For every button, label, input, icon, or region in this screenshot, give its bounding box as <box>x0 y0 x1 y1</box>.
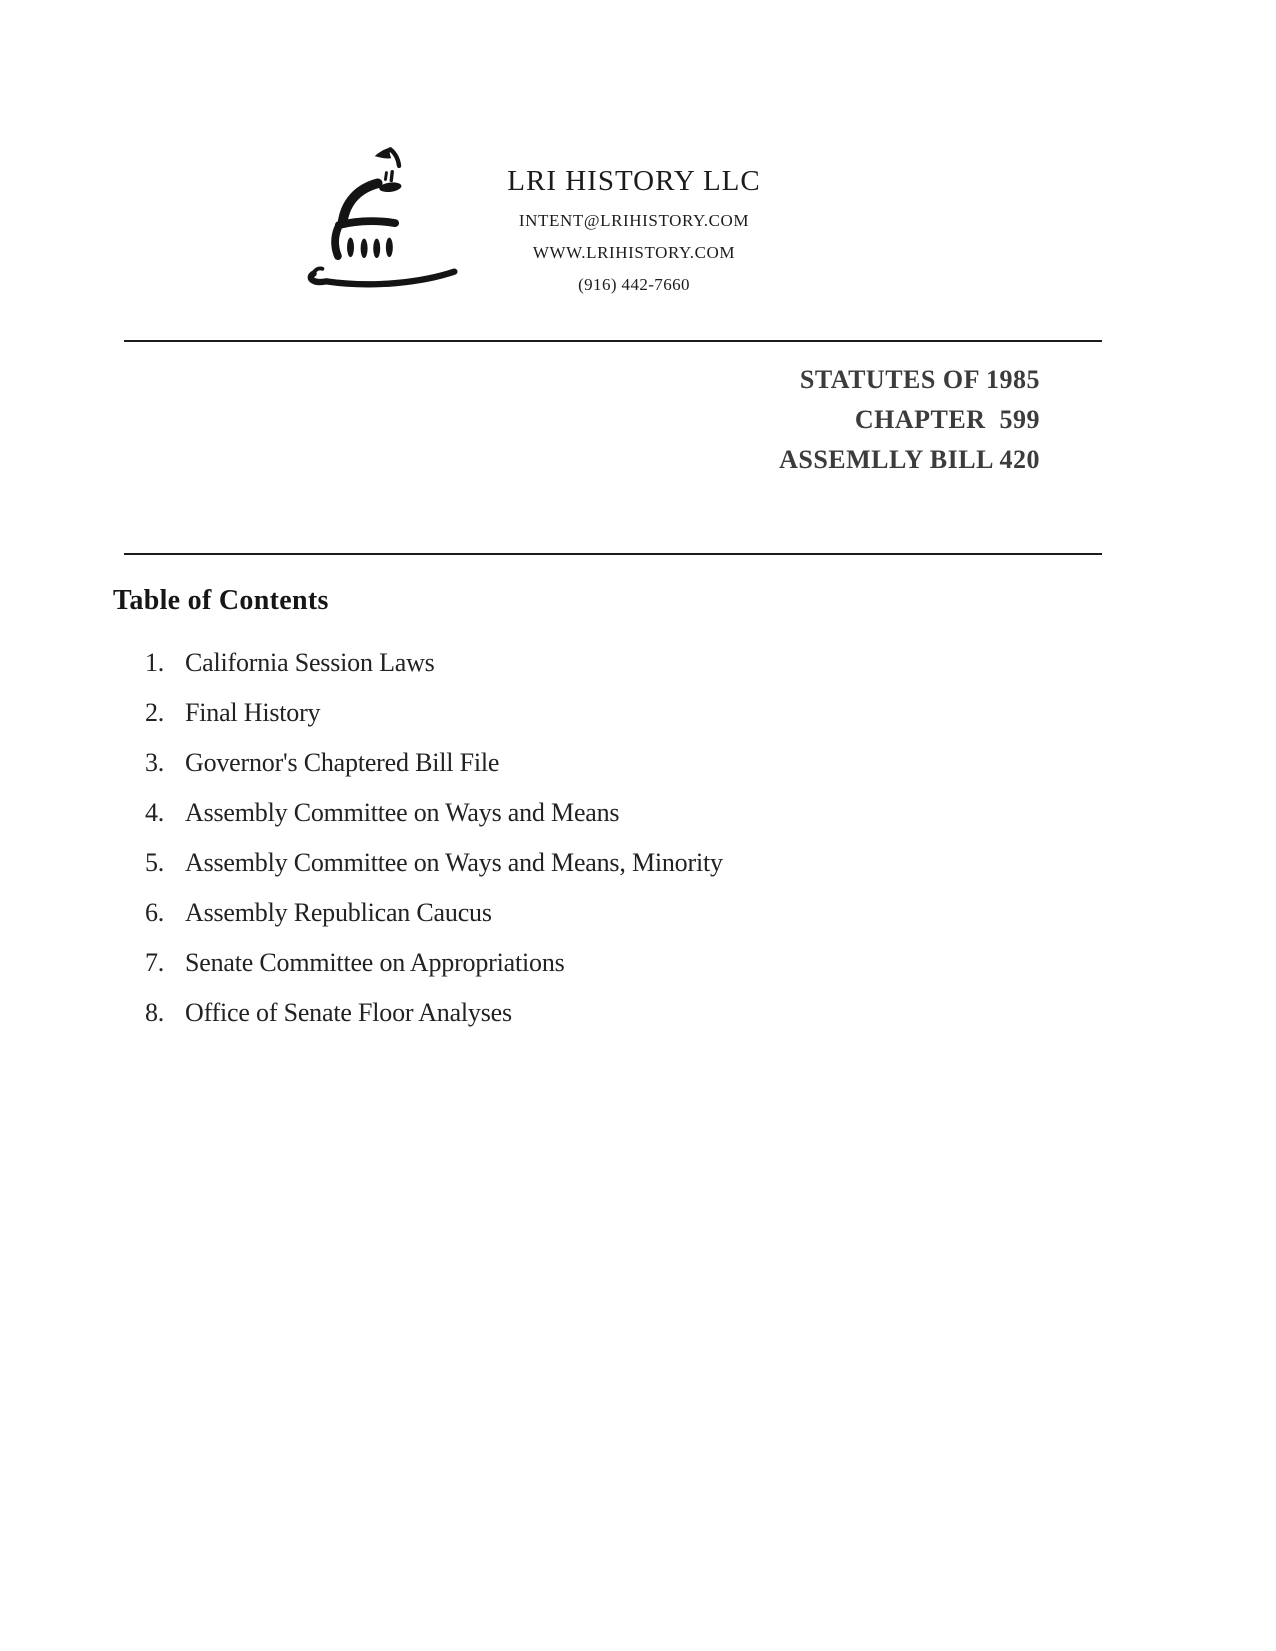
toc-item-label: Assembly Committee on Ways and Means, Minority <box>185 848 723 877</box>
toc-item <box>145 847 723 897</box>
toc-item <box>145 947 723 997</box>
toc-item-number: 1. <box>145 648 165 677</box>
title-block <box>779 360 1040 480</box>
toc-item-label: Assembly Republican Caucus <box>185 898 492 927</box>
toc-item-number: 5. <box>145 848 165 877</box>
org-website: WWW.LRIHISTORY.COM <box>532 243 736 262</box>
toc-item-number: 7. <box>145 948 165 977</box>
toc-item-label: California Session Laws <box>185 648 435 677</box>
toc-item-label: Final History <box>185 698 321 727</box>
toc-item-label: Office of Senate Floor Analyses <box>185 998 512 1027</box>
horizontal-rule-bottom <box>124 553 1102 555</box>
toc-item <box>145 747 723 797</box>
toc-item-number: 3. <box>145 748 165 777</box>
chapter-line: CHAPTER 599 <box>854 405 1040 434</box>
toc-item-label: Assembly Committee on Ways and Means <box>185 798 620 827</box>
toc-item-number: 6. <box>145 898 165 927</box>
toc-list <box>145 647 723 1047</box>
org-email: INTENT@LRIHISTORY.COM <box>518 211 750 230</box>
toc-item-number: 2. <box>145 698 165 727</box>
horizontal-rule-top <box>124 340 1102 342</box>
toc-item <box>145 897 723 947</box>
toc-heading: Table of Contents <box>113 585 329 616</box>
capitol-dome-logo-icon <box>294 128 474 293</box>
org-phone: (916) 442-7660 <box>578 275 690 294</box>
bill-line: ASSEMLLY BILL 420 <box>779 445 1040 474</box>
toc-item-label: Senate Committee on Appropriations <box>185 948 565 977</box>
toc-item <box>145 647 723 697</box>
letterhead-text <box>458 163 810 293</box>
toc-item <box>145 697 723 747</box>
toc-item-label: Governor's Chaptered Bill File <box>185 748 500 777</box>
toc-item <box>145 797 723 847</box>
toc-item-number: 4. <box>145 798 165 827</box>
statutes-line: STATUTES OF 1985 <box>799 365 1040 394</box>
toc-item-number: 8. <box>145 998 165 1027</box>
org-name: LRI HISTORY LLC <box>507 165 761 197</box>
toc-item <box>145 997 723 1047</box>
